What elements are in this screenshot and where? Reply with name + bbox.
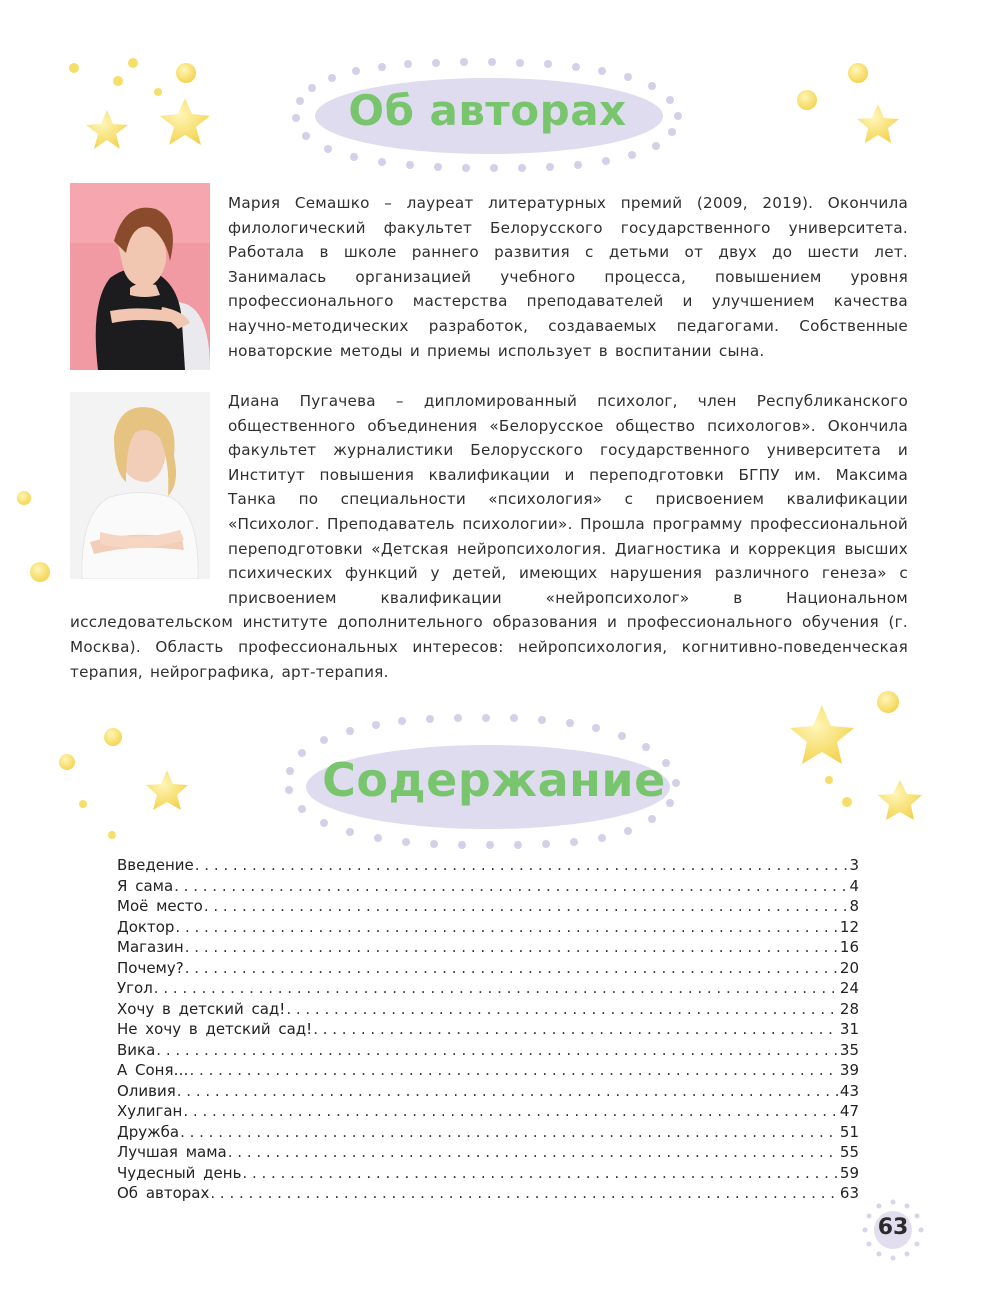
toc-entry-page: 12 <box>839 917 859 936</box>
toc-entry-label: Вика <box>117 1040 156 1059</box>
star-icon <box>160 98 210 145</box>
star-icon <box>857 104 899 143</box>
toc-dot-leader <box>154 978 839 999</box>
toc-entry-page: 8 <box>849 897 859 915</box>
toc-entry[interactable] <box>117 917 859 938</box>
decor-stars-middle-left <box>50 720 210 850</box>
toc-dot-leader <box>177 1081 839 1102</box>
photo-float-spacer <box>70 389 228 586</box>
author-bio-semashko <box>228 191 908 363</box>
toc-entry-label: Об авторах <box>117 1184 210 1202</box>
toc-dot-leader <box>156 1040 839 1061</box>
toc-dot-leader <box>180 1122 839 1143</box>
toc-entry-page: 55 <box>839 1143 859 1161</box>
decor-stars-top-left <box>55 55 235 165</box>
toc-entry-page: 20 <box>839 958 859 977</box>
decor-stars-top-right <box>785 55 915 155</box>
page-number: 63 <box>877 1215 909 1240</box>
toc-entry[interactable] <box>117 1142 859 1163</box>
toc-entry-label: Почему? <box>117 958 184 977</box>
page-number-badge <box>862 1199 924 1261</box>
toc-entry-page: 3 <box>849 856 859 874</box>
toc-entry-label: Хочу в детский сад! <box>117 999 286 1018</box>
toc-entry[interactable] <box>117 937 859 958</box>
author-bio-text: Диана Пугачева – дипломированный психолог, член Республиканского общественного объединения «Белорусское общество психологов». Окончила факультет журналистики Белорусского государственного университета и Институт повышения квалификации и переподготовки БГПУ им. Максима Танка по специальности «психология» с присвоением квалификации «Психолог. Преподаватель психологии». Прошла программу профессиональной переподготовки «Детская нейропсихология. Диагностика и коррекция высших психических функций у детей, имеющих нарушения различного генеза» с присвоением квалификации «нейропсихолог» в Национальном исследовательском институте дополнительного образования и профессионального обучения (г. Москва). Область профессиональных интересов: нейропсихология, когнитивно-поведенческая терапия, нейрографика, арт-терапия. <box>70 392 908 681</box>
toc-entry[interactable] <box>117 1122 859 1143</box>
toc-entry-label: Лучшая мама <box>117 1143 227 1161</box>
toc-entry[interactable] <box>117 978 859 999</box>
toc-dot-leader <box>175 917 839 938</box>
toc-dot-leader <box>185 937 839 958</box>
contents-heading <box>272 713 702 853</box>
toc-entry-page: 43 <box>839 1081 859 1100</box>
toc-dot-leader <box>195 855 849 876</box>
toc-entry[interactable] <box>117 1163 859 1184</box>
toc-dot-leader <box>183 1101 839 1122</box>
toc-dot-leader <box>210 1183 839 1204</box>
decor-stars-middle-right <box>780 680 940 830</box>
toc-entry-page: 59 <box>839 1163 859 1182</box>
toc-entry-page: 28 <box>839 999 859 1018</box>
toc-entry[interactable] <box>117 1060 859 1081</box>
toc-entry-label: Чудесный день <box>117 1163 242 1182</box>
toc-dot-leader <box>185 958 839 979</box>
author-photo-semashko <box>70 183 210 370</box>
about-authors-title: Об авторах <box>348 86 627 135</box>
toc-entry[interactable] <box>117 1101 859 1122</box>
toc-entry-label: Не хочу в детский сад! <box>117 1020 313 1038</box>
star-icon <box>146 770 188 810</box>
toc-entry-page: 35 <box>839 1040 859 1059</box>
toc-entry-label: Угол <box>117 979 153 997</box>
toc-entry-label: Хулиган <box>117 1102 183 1120</box>
star-icon <box>790 705 854 764</box>
toc-entry-page: 24 <box>839 979 859 997</box>
toc-entry-page: 51 <box>839 1122 859 1141</box>
toc-entry[interactable] <box>117 876 859 897</box>
toc-entry-label: Моё место <box>117 897 203 915</box>
table-of-contents <box>117 855 859 1204</box>
toc-dot-leader <box>190 1060 839 1081</box>
toc-entry-label: Введение <box>117 856 194 874</box>
toc-entry[interactable] <box>117 1081 859 1102</box>
toc-entry-page: 31 <box>839 1020 859 1038</box>
about-authors-heading <box>290 58 685 173</box>
toc-entry[interactable] <box>117 1040 859 1061</box>
toc-dot-leader <box>174 876 848 897</box>
toc-dot-leader <box>242 1163 838 1184</box>
toc-entry[interactable] <box>117 958 859 979</box>
toc-entry-page: 39 <box>839 1061 859 1079</box>
toc-entry[interactable] <box>117 896 859 917</box>
toc-entry-page: 4 <box>849 876 859 895</box>
toc-entry[interactable] <box>117 855 859 876</box>
author-bio-pugacheva <box>70 389 908 684</box>
toc-dot-leader <box>204 896 849 917</box>
author-bio-text: Мария Семашко – лауреат литературных премий (2009, 2019). Окончила филологический факультет Белорусского государственного университета. Работала в школе раннего развития с детьми от двух до шести лет. Занималась организацией учебного процесса, повышением уровня профессионального мастерства преподавателей и улучшением качества научно-методических разработок, создаваемых педагогами. Собственные новаторские методы и приемы использует в воспитании сына. <box>228 194 908 360</box>
star-icon <box>878 780 922 820</box>
toc-entry-page: 47 <box>839 1102 859 1120</box>
toc-entry[interactable] <box>117 1019 859 1040</box>
toc-entry[interactable] <box>117 999 859 1020</box>
toc-entry-page: 63 <box>839 1184 859 1202</box>
toc-entry-label: Оливия <box>117 1081 176 1100</box>
decor-dot-left-middle <box>10 485 60 585</box>
toc-entry-page: 16 <box>839 938 859 956</box>
toc-entry[interactable] <box>117 1183 859 1204</box>
toc-entry-label: Дружба <box>117 1122 180 1141</box>
toc-entry-label: Магазин <box>117 938 184 956</box>
toc-entry-label: Я сама <box>117 876 174 895</box>
toc-dot-leader <box>228 1142 839 1163</box>
contents-title: Содержание <box>322 753 666 807</box>
toc-dot-leader <box>313 1019 839 1040</box>
star-icon <box>86 110 128 149</box>
toc-dot-leader <box>286 999 839 1020</box>
toc-entry-label: Доктор <box>117 917 175 936</box>
toc-entry-label: А Соня… <box>117 1061 189 1079</box>
